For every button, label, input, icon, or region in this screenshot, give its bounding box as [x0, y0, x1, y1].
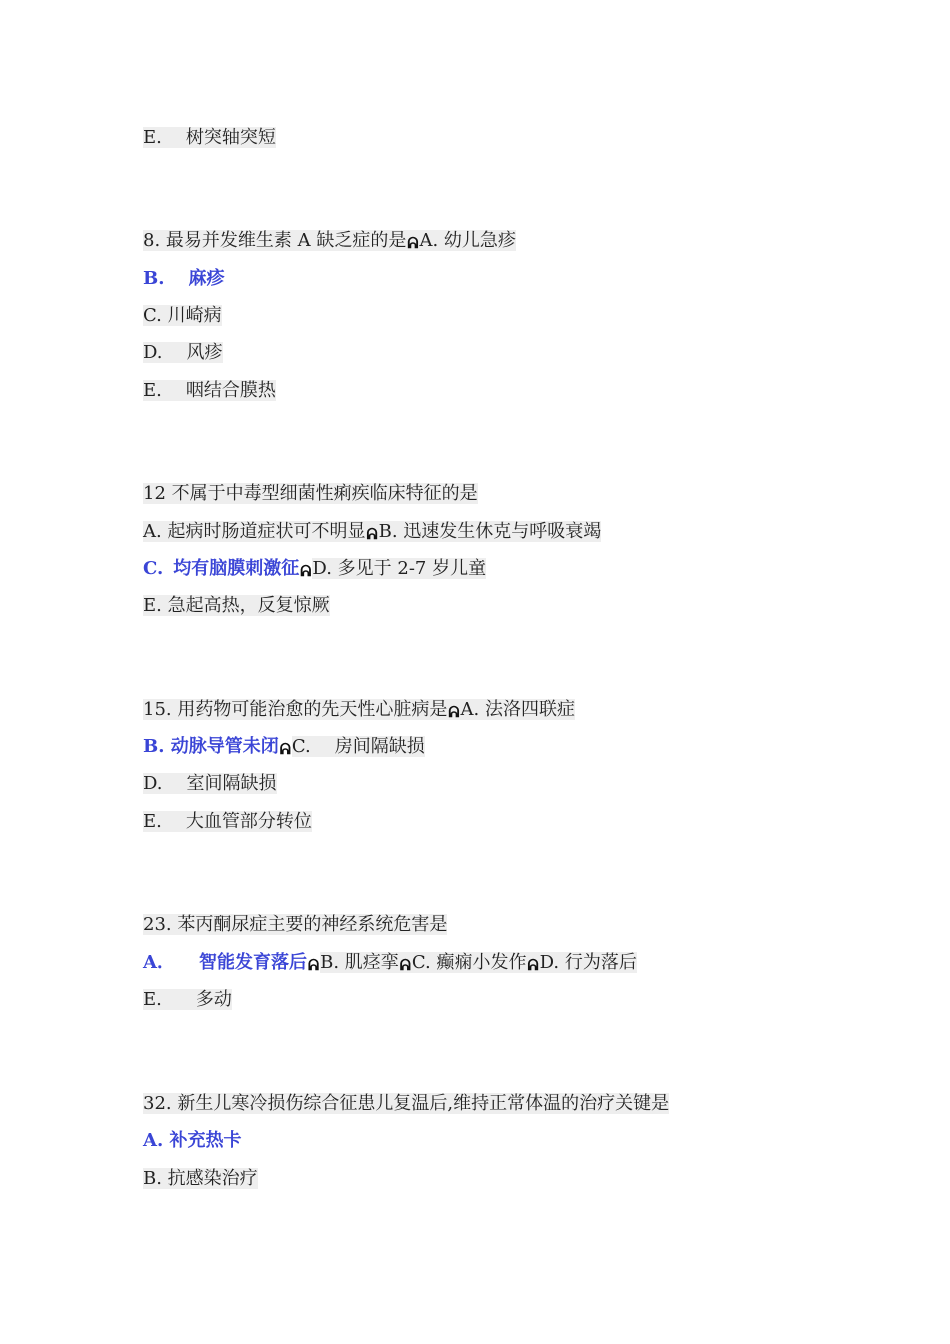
option-a: A. 起病时肠道症状可不明显 [143, 521, 366, 542]
paragraph-mark-icon: ᕱ [279, 740, 291, 758]
q15-option-d [143, 770, 277, 798]
q7-option-e [143, 124, 276, 152]
option-letter: E. [143, 811, 162, 832]
q12-stem-line [143, 480, 478, 508]
option-text: 咽结合膜热 [185, 380, 276, 401]
option-letter: B. [143, 268, 165, 289]
q8-option-e [143, 377, 276, 405]
paragraph-mark-icon: ᕱ [399, 956, 411, 974]
q32-option-b [143, 1165, 258, 1193]
option-letter: D. [143, 342, 163, 363]
q8-option-c [143, 302, 222, 330]
option-a: A. 幼儿急疹 [419, 230, 516, 251]
q8-stem-line [143, 227, 516, 255]
option-letter: E. [143, 989, 162, 1010]
q8-option-b-answer [143, 265, 224, 293]
q15-stem-line [143, 696, 575, 724]
q23-stem-line [143, 911, 447, 939]
question-stem: 15. 用药物可能治愈的先天性心脏病是 [143, 699, 448, 720]
option-d: D. 行为落后 [539, 952, 637, 973]
paragraph-mark-icon: ᕱ [366, 525, 378, 543]
question-stem: 8. 最易并发维生素 A 缺乏症的是 [143, 230, 407, 251]
paragraph-mark-icon: ᕱ [527, 956, 539, 974]
option-text: 均有脑膜刺激征 [173, 558, 300, 579]
option-letter: C. [143, 558, 164, 579]
q23-option-e [143, 986, 232, 1014]
option-text: 室间隔缺损 [186, 773, 277, 794]
option-text: E. 急起高热，反复惊厥 [143, 595, 330, 616]
option-text: B. 抗感染治疗 [143, 1168, 258, 1189]
option-letter: E. [143, 127, 162, 148]
option-a: A. 法洛四联症 [460, 699, 575, 720]
q15-option-e [143, 808, 312, 836]
q32-stem-line [143, 1090, 669, 1118]
q12-option-cd-line [143, 555, 486, 583]
question-stem: 32. 新生儿寒冷损伤综合征患儿复温后,维持正常体温的治疗关键是 [143, 1093, 670, 1114]
option-letter: E. [143, 380, 162, 401]
paragraph-mark-icon: ᕱ [307, 956, 320, 974]
option-text: 大血管部分转位 [185, 811, 312, 832]
option-letter: C. [291, 736, 311, 757]
option-b: B. 肌痉挛 [320, 952, 399, 973]
paragraph-mark-icon: ᕱ [407, 234, 419, 252]
q12-option-e [143, 592, 330, 620]
paragraph-mark-icon: ᕱ [300, 562, 312, 580]
q12-option-ab-line [143, 518, 601, 546]
option-text: 麻疹 [188, 268, 225, 289]
question-stem: 12 不属于中毒型细菌性痢疾临床特征的是 [143, 483, 478, 504]
option-text: C. 川崎病 [143, 305, 222, 326]
option-d: D. 多见于 2-7 岁儿童 [312, 558, 487, 579]
q15-option-bc-line [143, 733, 425, 761]
paragraph-mark-icon: ᕱ [448, 703, 460, 721]
q23-options-line [143, 949, 637, 977]
option-text: 房间隔缺损 [334, 736, 425, 757]
option-text: A. 补充热卡 [143, 1130, 242, 1151]
option-text: 智能发育落后 [198, 952, 307, 973]
option-text: 多动 [195, 989, 232, 1010]
option-letter: D. [143, 773, 163, 794]
option-b-answer: B. 动脉导管未闭 [143, 736, 279, 757]
option-letter: A． [143, 952, 175, 973]
option-b: B. 迅速发生休克与呼吸衰竭 [378, 521, 602, 542]
option-text: 树突轴突短 [185, 127, 276, 148]
q8-option-d [143, 339, 223, 367]
option-text: 风疹 [186, 342, 223, 363]
option-c: C. 癫痫小发作 [411, 952, 527, 973]
q32-option-a-answer [143, 1127, 242, 1155]
question-stem: 23. 苯丙酮尿症主要的神经系统危害是 [143, 914, 448, 935]
